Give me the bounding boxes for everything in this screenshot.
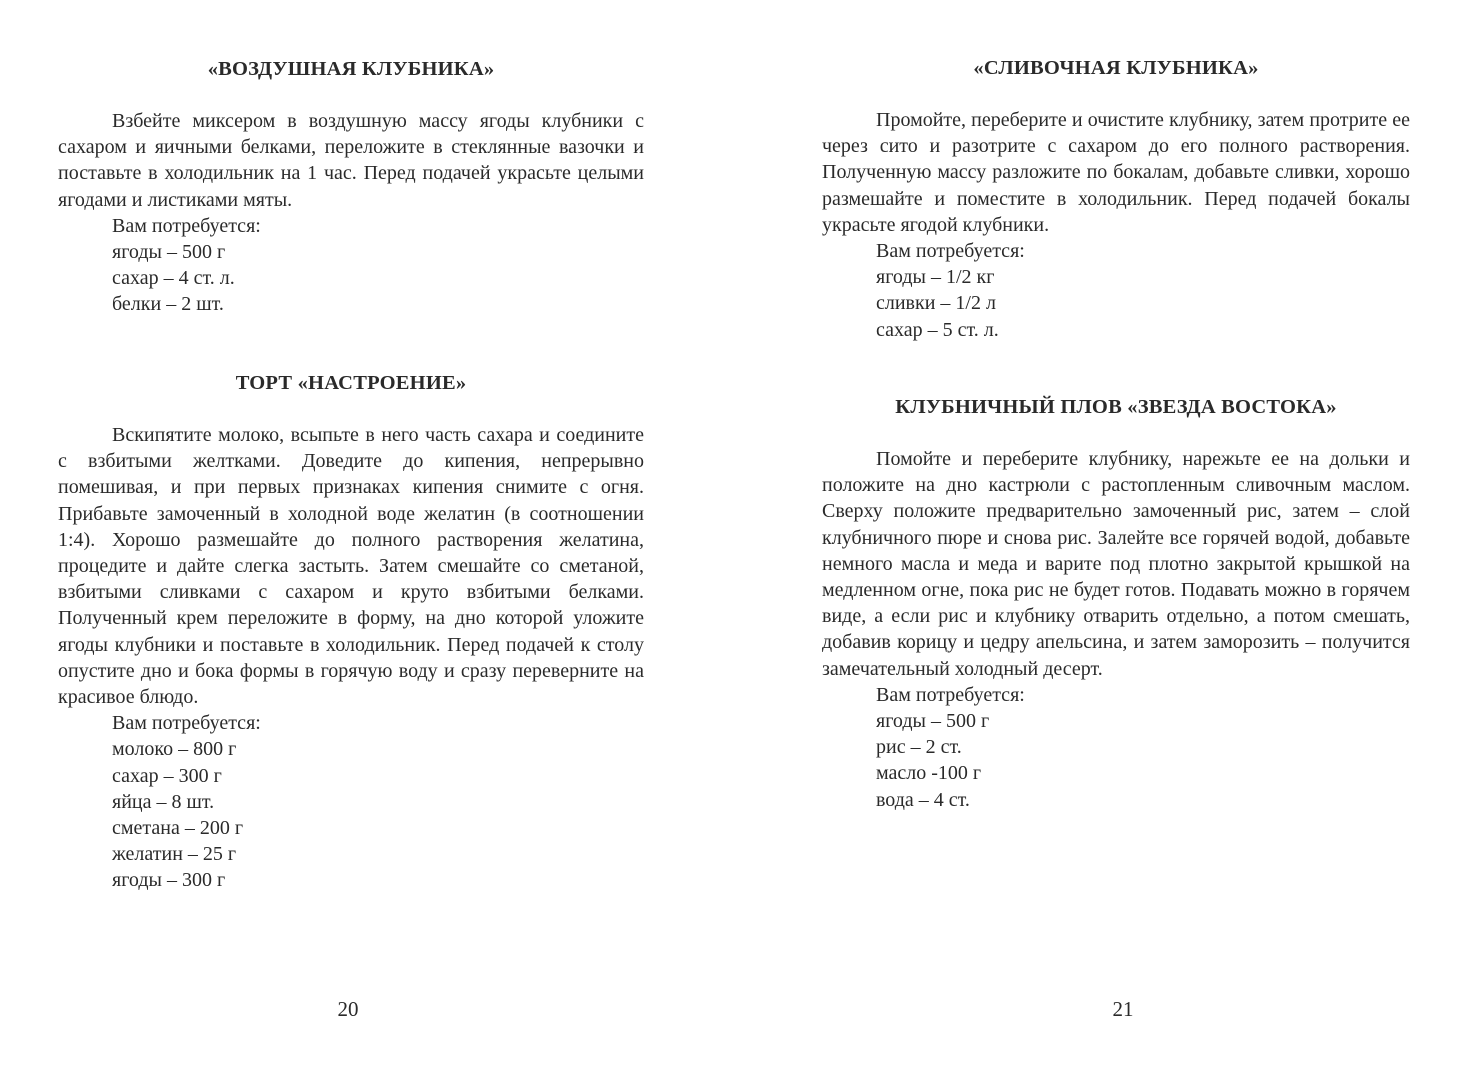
ingredient-item: вода – 4 ст. <box>876 788 970 811</box>
ingredient-item: молоко – 800 г <box>112 738 237 761</box>
recipe-title: КЛУБНИЧНЫЙ ПЛОВ «ЗВЕЗДА ВОСТОКА» <box>895 396 1337 418</box>
ingredient-item: ягоды – 500 г <box>876 710 990 733</box>
ingredient-item: ягоды – 300 г <box>112 869 226 892</box>
recipe-instructions: Вскипятите молоко, всыпьте в него часть сахара и соедините с взбитыми желтками. Доведите до кипения, непрерывно помешивая, и при первых признаках кипения снимите с огня. Прибавьте замоченный в холодной воде желатин (в соотношении 1:4). Хорошо размешайте до полного растворения желатина, процедите и дайте слегка застыть. Затем смешайте со сметаной, взбитыми сливками с сахаром и круто взбитыми белками. Полученный крем переложите в форму, на дно которой уложите ягоды клубники и поставьте в холодильник. Перед подачей к столу опустите дно и бока формы в горячую воду и сразу переверните на красивое блюдо. <box>58 424 644 709</box>
ingredients-list <box>822 264 1410 343</box>
ingredients-label: Вам потребуется: <box>112 214 261 237</box>
recipe-instructions: Взбейте миксером в воздушную массу ягоды клубники с сахаром и яичными белками, переложите в стеклянные вазочки и поставьте в холодильник на 1 час. Перед подачей украсьте целыми ягодами и листиками мяты. <box>58 110 644 211</box>
recipe-instructions: Помойте и переберите клубнику, нарежьте ее на дольки и положите на дно кастрюли с растопленным сливочным маслом. Сверху положите предварительно замоченный рис, затем – слой клубничного пюре и снова рис. Залейте все горячей водой, добавьте немного масла и меда и варите под плотно закрытой крышкой на медленном огне, пока рис не будет готов. Подавать можно в горячем виде, а если рис и клубнику отварить отдельно, а потом смешать, добавив корицу и цедру апельсина, и затем заморозить – получится замечательный холодный десерт. <box>822 448 1410 680</box>
recipe-instructions: Промойте, переберите и очистите клубнику, затем протрите ее через сито и разотрите с сахаром до его полного растворения. Полученную массу разложите по бокалам, добавьте сливки, хорошо размешайте и поместите в холодильник. Перед подачей бокалы украсьте ягодой клубники. <box>822 109 1410 236</box>
ingredients-list <box>58 239 644 318</box>
recipe-slivochnaya-klubnika <box>822 55 1410 343</box>
ingredients-label: Вам потребуется: <box>876 240 1025 263</box>
page-number: 20 <box>337 997 359 1021</box>
ingredient-item: желатин – 25 г <box>112 843 237 866</box>
ingredient-item: ягоды – 500 г <box>112 241 226 264</box>
recipe-tort-nastroenie <box>58 370 644 894</box>
ingredient-item: сахар – 4 ст. л. <box>112 267 235 290</box>
ingredient-item: сахар – 300 г <box>112 764 222 787</box>
recipe-klubnichny-plov <box>822 394 1410 813</box>
recipe-title: ТОРТ «НАСТРОЕНИЕ» <box>235 372 467 394</box>
left-page <box>58 0 644 1080</box>
ingredient-item: яйца – 8 шт. <box>112 790 215 813</box>
page-number: 21 <box>1112 997 1134 1021</box>
ingredients-list <box>58 736 644 893</box>
ingredient-item: белки – 2 шт. <box>112 293 224 316</box>
ingredient-item: сметана – 200 г <box>112 817 244 840</box>
ingredient-item: ягоды – 1/2 кг <box>876 266 995 289</box>
right-page <box>822 0 1410 1080</box>
recipe-vozdushnaya-klubnika <box>58 56 644 318</box>
ingredient-item: сливки – 1/2 л <box>876 292 996 315</box>
ingredient-item: рис – 2 ст. <box>876 736 962 759</box>
ingredients-label: Вам потребуется: <box>112 712 261 735</box>
ingredients-list <box>822 708 1410 813</box>
ingredient-item: сахар – 5 ст. л. <box>876 318 999 341</box>
recipe-title: «СЛИВОЧНАЯ КЛУБНИКА» <box>973 57 1259 79</box>
ingredient-item: масло -100 г <box>876 762 982 785</box>
ingredients-label: Вам потребуется: <box>876 683 1025 706</box>
recipe-title: «ВОЗДУШНАЯ КЛУБНИКА» <box>207 58 495 80</box>
